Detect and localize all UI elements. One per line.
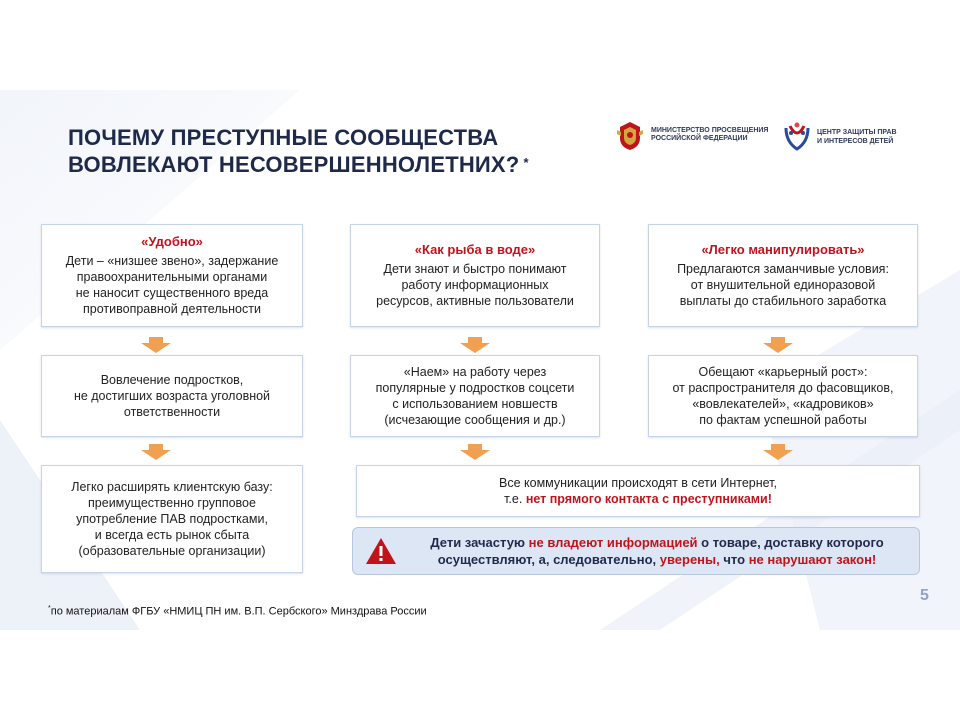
ministry-logo-text [651,127,768,143]
ministry-logo-line2: РОССИЙСКОЙ ФЕДЕРАЦИИ [651,135,748,142]
page-number: 5 [920,587,929,604]
down-arrow-icon [141,444,171,460]
reason-heading: «Как рыба в воде» [414,242,536,257]
reason-line: ресурсов, активные пользователи [376,294,574,308]
slide [0,90,960,630]
box-line: Обещают «карьерный рост»: [698,365,868,379]
reason-line: от внушительной единоразовой [690,278,876,292]
reason-line: выплаты до стабильного заработка [679,294,887,308]
reason-box-easy-manipulate [648,224,918,327]
reason-line: противоправной деятельности [83,302,261,316]
reason-heading: «Удобно» [141,234,203,249]
box-line: «вовлекателей», «кадровиков» [692,397,874,411]
warning-icon [365,537,397,565]
warning-highlight: не нарушают закон! [748,552,877,567]
box-line: по фактам успешной работы [699,413,867,427]
title-footnote-mark: * [523,155,529,170]
box-line [357,491,919,507]
reason-line: не наносит существенного вреда [75,286,269,300]
warning-text-part: о товаре, доставку которого [697,535,884,550]
reason-line: Дети – «низшее звено», задержание [65,254,279,268]
box-line: и всегда есть рынок сбыта [94,528,250,542]
page-title-line1: ПОЧЕМУ ПРЕСТУПНЫЕ СООБЩЕСТВА [68,125,499,150]
no-contact-highlight: нет прямого контакта с преступниками! [525,492,772,506]
warning-box [352,527,920,575]
ministry-emblem-icon [615,120,645,152]
warning-text [399,534,915,568]
reason-line: работу информационных [401,278,549,292]
box-line: ответственности [123,405,221,419]
career-box [648,355,918,437]
center-logo-line2: И ИНТЕРЕСОВ ДЕТЕЙ [817,138,894,145]
reason-box-convenient [41,224,303,327]
box-line: Вовлечение подростков, [100,373,244,387]
internet-communication-box [356,465,920,517]
box-line: не достигших возраста уголовной [73,389,271,403]
down-arrow-icon [460,337,490,353]
involvement-box [41,355,303,437]
box-line: от распространителя до фасовщиков, [672,381,894,395]
down-arrow-icon [763,444,793,460]
down-arrow-icon [763,337,793,353]
box-line-prefix: т.е. [504,492,526,506]
box-line: (исчезающие сообщения и др.) [384,413,566,427]
ministry-logo-line1: МИНИСТЕРСТВО ПРОСВЕЩЕНИЯ [651,127,769,134]
warning-highlight: не владеют информацией [528,535,698,550]
ministry-logo [615,120,775,154]
warning-text-part: осуществляют, а, следовательно, [437,552,660,567]
box-line: преимущественно групповое [88,496,256,510]
center-logo [783,120,913,154]
reason-heading: «Легко манипулировать» [701,242,865,257]
down-arrow-icon [460,444,490,460]
center-emblem-icon [783,120,811,152]
reason-box-fish-in-water [350,224,600,327]
client-base-box [41,465,303,573]
footnote [48,605,427,618]
box-line: с использованием новшеств [392,397,558,411]
footnote-mark: * [48,605,51,612]
box-line: «Наем» на работу через [403,365,547,379]
footnote-text: по материалам ФГБУ «НМИЦ ПН им. В.П. Сербского» Минздрава России [50,605,427,618]
down-arrow-icon [141,337,171,353]
box-line: популярные у подростков соцсети [375,381,575,395]
page-title-line2-text: ВОВЛЕКАЮТ НЕСОВЕРШЕННОЛЕТНИХ? [68,152,520,177]
box-line: (образовательные организации) [78,544,266,558]
box-line: употребление ПАВ подростками, [76,512,268,526]
reason-line: Дети знают и быстро понимают [383,262,567,276]
warning-text-part: Дети зачастую [430,535,529,550]
box-line: Легко расширять клиентскую базу: [71,480,273,494]
page-title-line2 [68,151,529,178]
page-title [68,124,529,178]
reason-line: Предлагаются заманчивые условия: [677,262,889,276]
reason-line: правоохранительными органами [76,270,268,284]
center-logo-line1: ЦЕНТР ЗАЩИТЫ ПРАВ [817,129,897,136]
warning-highlight: уверены, [659,552,720,567]
warning-text-part: что [719,552,749,567]
hiring-box [350,355,600,437]
box-line: Все коммуникации происходят в сети Интернет, [499,476,777,490]
center-logo-text [817,128,897,146]
